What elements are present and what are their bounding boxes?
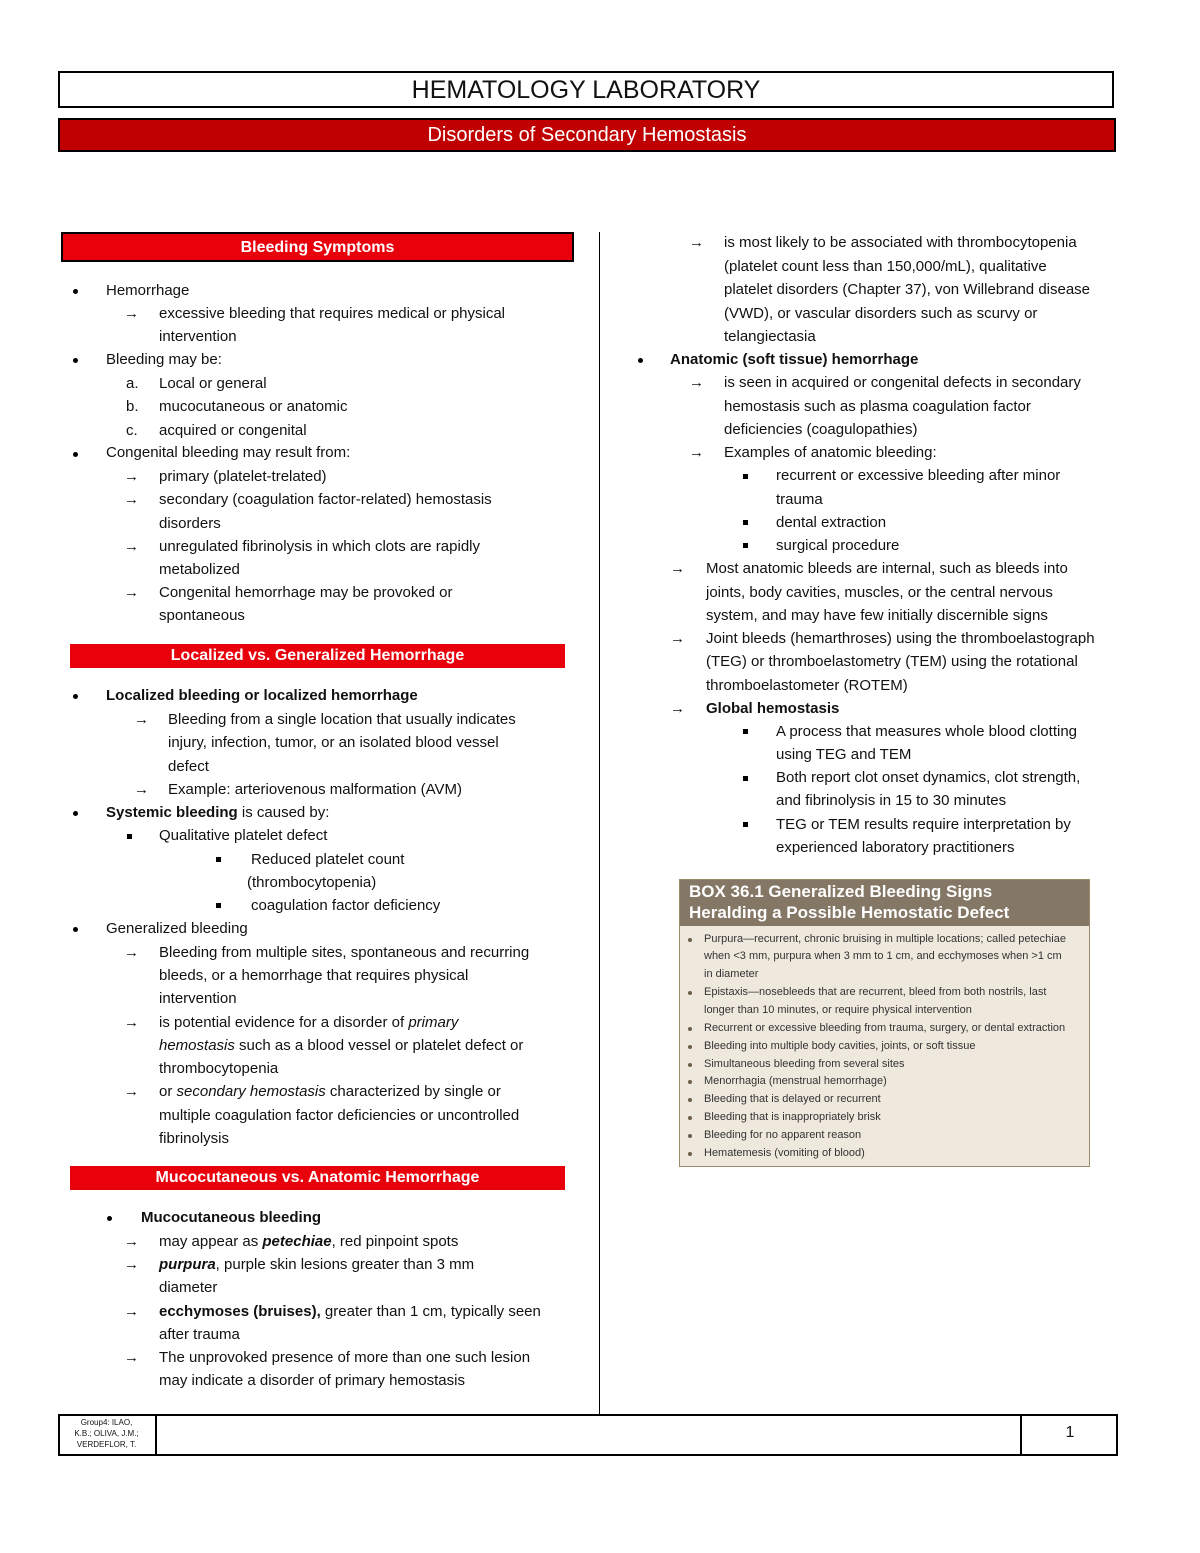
list-item: Global hemostasis	[706, 700, 840, 717]
text: characterized by single or	[325, 1083, 501, 1100]
bullet	[73, 694, 78, 699]
list-item: and fibrinolysis in 15 to 30 minutes	[776, 792, 1007, 809]
text: is potential evidence for a disorder of	[159, 1014, 409, 1031]
bold-text: ecchymoses (bruises),	[159, 1303, 321, 1320]
list-item: fibrinolysis	[159, 1130, 230, 1147]
square-bullet	[216, 903, 221, 908]
bullet	[638, 358, 643, 363]
bullet	[73, 927, 78, 932]
list-item: diameter	[159, 1279, 218, 1296]
arrow-icon: →	[124, 944, 139, 961]
square-bullet	[127, 834, 132, 839]
list-item: Both report clot onset dynamics, clot strength,	[776, 769, 1081, 786]
arrow-icon: →	[124, 1256, 139, 1273]
list-letter: a.	[126, 375, 139, 392]
list-item: coagulation factor deficiency	[251, 897, 441, 914]
list-item: A process that measures whole blood clotting	[776, 723, 1078, 740]
arrow-icon: →	[124, 1083, 139, 1100]
list-item: joints, body cavities, muscles, or the central nervous	[706, 584, 1053, 601]
list-item: Congenital hemorrhage may be provoked or	[159, 584, 453, 601]
arrow-icon: →	[124, 1233, 139, 1250]
list-item	[159, 1037, 523, 1055]
box-item: Hematemesis (vomiting of blood)	[704, 1147, 865, 1159]
list-item: after trauma	[159, 1326, 240, 1343]
text: may appear as	[159, 1233, 263, 1250]
page-title: HEMATOLOGY LABORATORY	[58, 71, 1114, 108]
list-item: intervention	[159, 328, 237, 345]
arrow-icon: →	[124, 468, 139, 485]
footer-author-line: K.B.; OLIVA, J.M.;	[74, 1429, 139, 1438]
square-bullet	[743, 520, 748, 525]
text: or	[159, 1083, 177, 1100]
list-item: thromboelastometer (ROTEM)	[706, 677, 908, 694]
box-title: BOX 36.1 Generalized Bleeding Signs	[689, 882, 993, 901]
list-item: acquired or congenital	[159, 422, 307, 439]
box-item: Menorrhagia (menstrual hemorrhage)	[704, 1075, 887, 1087]
list-item: Examples of anatomic bleeding:	[724, 444, 937, 461]
list-item: deficiencies (coagulopathies)	[724, 421, 918, 438]
square-bullet	[216, 857, 221, 862]
list-item: is seen in acquired or congenital defects in secondary	[724, 374, 1081, 391]
list-item: Congenital bleeding may result from:	[106, 444, 351, 461]
list-item: The unprovoked presence of more than one such lesion	[159, 1349, 531, 1366]
arrow-icon: →	[124, 1303, 139, 1320]
page-number: 1	[1020, 1414, 1118, 1456]
list-item	[159, 1014, 458, 1032]
list-item: Local or general	[159, 375, 267, 392]
arrow-icon: →	[124, 1349, 139, 1366]
bold-italic-text: purpura	[159, 1256, 216, 1273]
list-item: Bleeding may be:	[106, 351, 222, 368]
box-item: Epistaxis—nosebleeds that are recurrent, bleed from both nostrils, last	[704, 986, 1047, 998]
list-item: is most likely to be associated with thrombocytopenia	[724, 234, 1077, 251]
section-heading-bleeding-symptoms: Bleeding Symptoms	[61, 232, 574, 262]
list-item: Joint bleeds (hemarthroses) using the thromboelastograph	[706, 630, 1095, 647]
list-item: surgical procedure	[776, 537, 900, 554]
page-subtitle: Disorders of Secondary Hemostasis	[58, 118, 1116, 152]
list-item: secondary (coagulation factor-related) hemostasis	[159, 491, 492, 508]
box-item: in diameter	[704, 968, 759, 980]
bullet	[688, 1045, 692, 1049]
column-divider	[599, 232, 600, 1414]
box-item: Purpura—recurrent, chronic bruising in multiple locations; called petechiae	[704, 933, 1066, 945]
footer-author-line: Group4: ILAO,	[80, 1418, 133, 1427]
list-item: excessive bleeding that requires medical or physical	[159, 305, 506, 322]
square-bullet	[743, 822, 748, 827]
list-item: multiple coagulation factor deficiencies or uncontrolled	[159, 1107, 520, 1124]
box-header	[680, 880, 1089, 926]
bullet	[688, 1063, 692, 1067]
box-item: when <3 mm, purpura when 3 mm to 1 cm, and ecchymoses when >1 cm	[704, 950, 1062, 962]
list-item: Most anatomic bleeds are internal, such as bleeds into	[706, 560, 1068, 577]
box-item: Simultaneous bleeding from several sites	[704, 1058, 905, 1070]
list-item: telangiectasia	[724, 328, 816, 345]
list-item: (TEG) or thromboelastometry (TEM) using the rotational	[706, 653, 1078, 670]
box-item: longer than 10 minutes, or require physical intervention	[704, 1004, 972, 1016]
arrow-icon: →	[134, 711, 149, 728]
list-item: spontaneous	[159, 607, 245, 624]
italic-text: primary	[408, 1014, 459, 1031]
list-item: Localized bleeding or localized hemorrhage	[106, 687, 418, 704]
text: such as a blood vessel or platelet defect or	[234, 1037, 524, 1054]
bullet	[688, 1027, 692, 1031]
list-item: hemostasis such as plasma coagulation factor	[724, 398, 1031, 415]
bullet	[688, 1152, 692, 1156]
arrow-icon: →	[134, 781, 149, 798]
section-heading-localized: Localized vs. Generalized Hemorrhage	[70, 644, 565, 668]
arrow-icon: →	[689, 444, 704, 461]
list-item: unregulated fibrinolysis in which clots are rapidly	[159, 538, 480, 555]
bullet	[73, 358, 78, 363]
list-item: disorders	[159, 515, 221, 532]
square-bullet	[743, 543, 748, 548]
list-item: bleeds, or a hemorrhage that requires physical	[159, 967, 469, 984]
list-item: Qualitative platelet defect	[159, 827, 328, 844]
list-item: system, and may have few initially discernible signs	[706, 607, 1048, 624]
list-item: Reduced platelet count	[251, 851, 405, 868]
list-item: (VWD), or vascular disorders such as scurvy or	[724, 305, 1038, 322]
bullet	[688, 1098, 692, 1102]
bullet	[688, 1116, 692, 1120]
list-item: Anatomic (soft tissue) hemorrhage	[670, 351, 919, 368]
list-letter: b.	[126, 398, 139, 415]
list-item: trauma	[776, 491, 823, 508]
square-bullet	[743, 474, 748, 479]
list-item	[159, 1256, 474, 1274]
list-item: using TEG and TEM	[776, 746, 912, 763]
list-item: Hemorrhage	[106, 282, 190, 299]
box-36-1-figure	[679, 879, 1090, 1167]
italic-text: secondary hemostasis	[176, 1083, 326, 1100]
list-item: dental extraction	[776, 514, 887, 531]
text: is caused by:	[237, 804, 330, 821]
text: , purple skin lesions greater than 3 mm	[215, 1256, 475, 1273]
arrow-icon: →	[124, 491, 139, 508]
footer-table	[58, 1414, 1118, 1456]
section-heading-mucocutaneous: Mucocutaneous vs. Anatomic Hemorrhage	[70, 1166, 565, 1190]
bullet	[688, 991, 692, 995]
list-item: Generalized bleeding	[106, 920, 248, 937]
text: , red pinpoint spots	[331, 1233, 459, 1250]
bold-text: Systemic bleeding	[106, 804, 238, 821]
text: greater than 1 cm, typically seen	[320, 1303, 541, 1320]
list-item	[159, 1303, 541, 1321]
list-item: Example: arteriovenous malformation (AVM)	[168, 781, 462, 798]
list-item	[159, 1083, 501, 1101]
box-item: Recurrent or excessive bleeding from trauma, surgery, or dental extraction	[704, 1022, 1066, 1034]
list-item: metabolized	[159, 561, 240, 578]
list-item: thrombocytopenia	[159, 1060, 279, 1077]
list-item: Bleeding from multiple sites, spontaneous and recurring	[159, 944, 530, 961]
bullet	[73, 811, 78, 816]
bullet	[73, 289, 78, 294]
arrow-icon: →	[689, 374, 704, 391]
list-item: mucocutaneous or anatomic	[159, 398, 348, 415]
arrow-icon: →	[124, 305, 139, 322]
list-item: injury, infection, tumor, or an isolated blood vessel	[168, 734, 499, 751]
list-item: recurrent or excessive bleeding after minor	[776, 467, 1061, 484]
arrow-icon: →	[689, 234, 704, 251]
list-item	[106, 804, 329, 822]
list-letter: c.	[126, 422, 138, 439]
list-item: may indicate a disorder of primary hemostasis	[159, 1372, 465, 1389]
bullet	[688, 938, 692, 942]
list-item: defect	[168, 758, 209, 775]
box-item: Bleeding for no apparent reason	[704, 1129, 862, 1141]
list-item	[159, 1233, 458, 1251]
square-bullet	[743, 776, 748, 781]
arrow-icon: →	[124, 538, 139, 555]
arrow-icon: →	[670, 560, 685, 577]
list-item: primary (platelet-trelated)	[159, 468, 327, 485]
list-item: experienced laboratory practitioners	[776, 839, 1015, 856]
list-item: (platelet count less than 150,000/mL), qualitative	[724, 258, 1047, 275]
list-item: platelet disorders (Chapter 37), von Willebrand disease	[724, 281, 1091, 298]
footer-authors	[58, 1414, 157, 1456]
arrow-icon: →	[670, 630, 685, 647]
footer-author-line: VERDEFLOR, T.	[76, 1440, 137, 1449]
list-item: intervention	[159, 990, 237, 1007]
box-item: Bleeding that is delayed or recurrent	[704, 1093, 881, 1105]
box-item: Bleeding that is inappropriately brisk	[704, 1111, 881, 1123]
box-subtitle: Heralding a Possible Hemostatic Defect	[689, 903, 1010, 922]
box-item: Bleeding into multiple body cavities, joints, or soft tissue	[704, 1040, 976, 1052]
italic-text: hemostasis	[159, 1037, 235, 1054]
arrow-icon: →	[124, 1014, 139, 1031]
bullet	[107, 1216, 112, 1221]
bullet	[688, 1080, 692, 1084]
arrow-icon: →	[124, 584, 139, 601]
list-item: Mucocutaneous bleeding	[141, 1209, 322, 1226]
square-bullet	[743, 729, 748, 734]
bold-italic-text: petechiae	[262, 1233, 332, 1250]
bullet	[73, 452, 78, 457]
list-item: TEG or TEM results require interpretation by	[776, 816, 1071, 833]
list-item: (thrombocytopenia)	[247, 874, 377, 891]
bullet	[688, 1134, 692, 1138]
arrow-icon: →	[670, 700, 685, 717]
list-item: Bleeding from a single location that usually indicates	[168, 711, 516, 728]
